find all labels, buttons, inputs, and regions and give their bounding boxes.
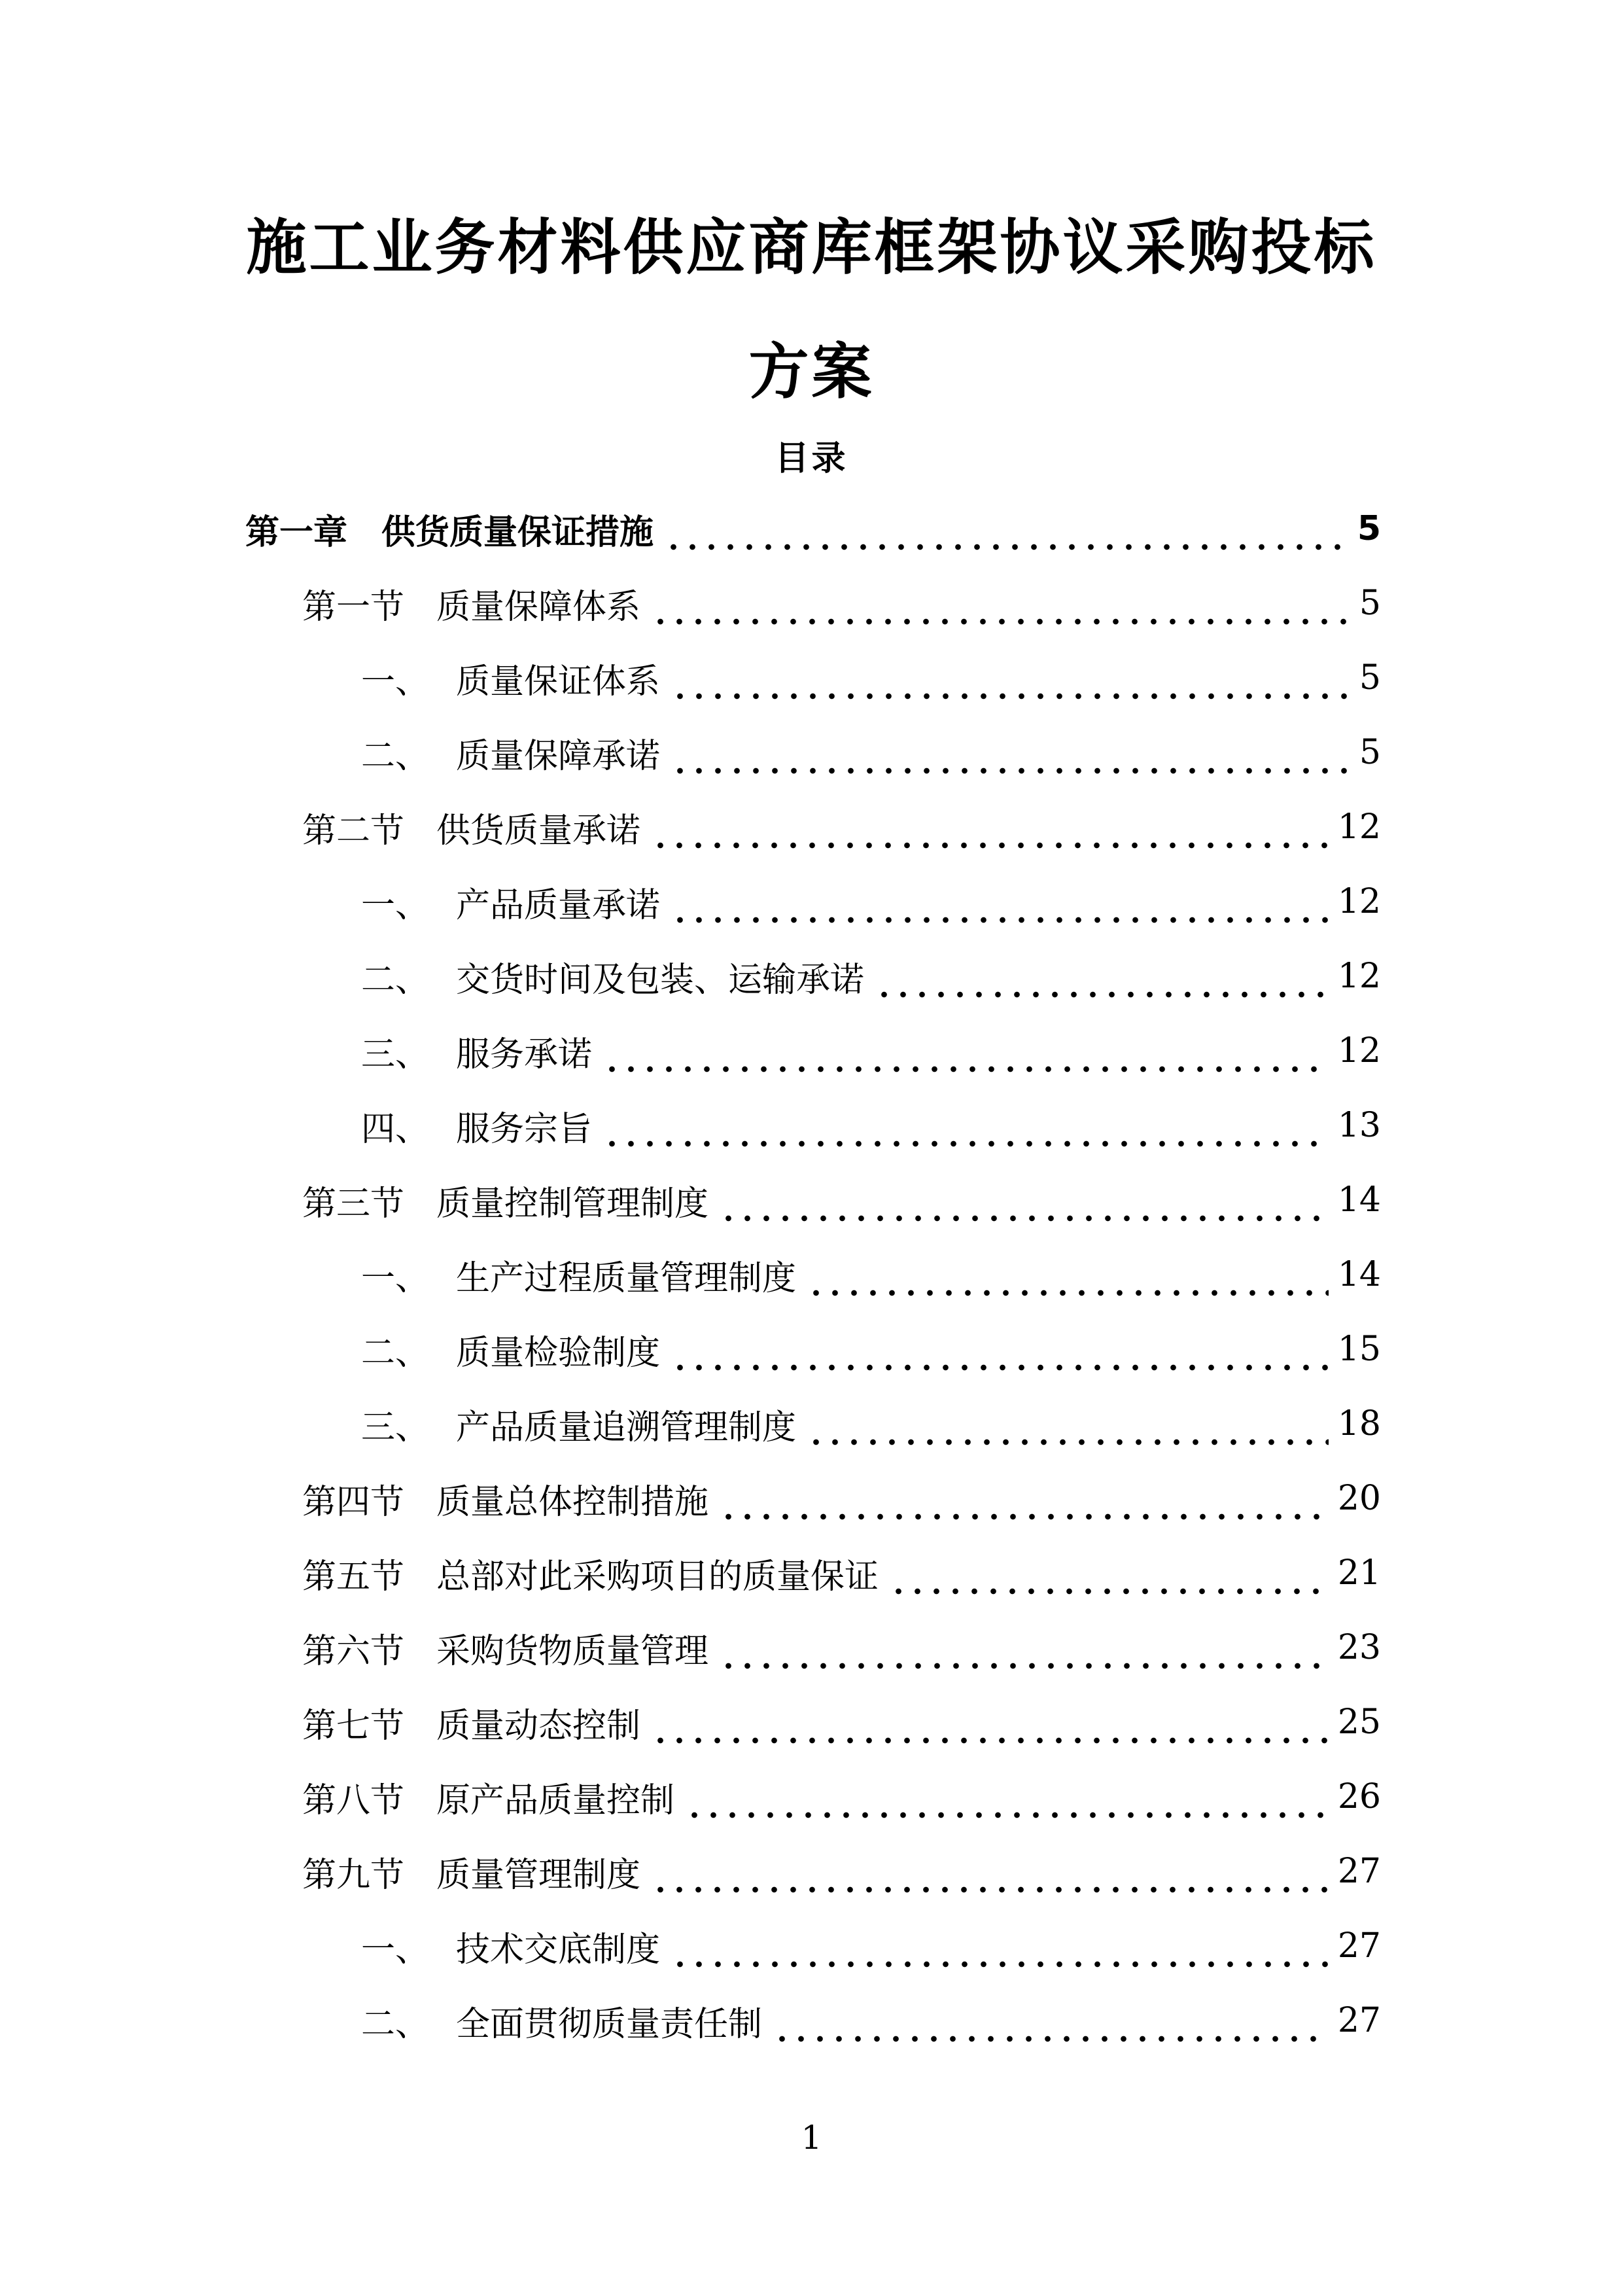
toc-entry[interactable]: [361, 1099, 1381, 1152]
toc-entry-text: 质量保证体系: [456, 662, 661, 701]
toc-entry-text: 供货质量保证措施: [381, 512, 654, 552]
toc-entry-page: 13: [1337, 1106, 1381, 1145]
toc-entry-page: 18: [1337, 1404, 1381, 1443]
toc-entry-label: [302, 1549, 879, 1598]
toc-entry[interactable]: [361, 1248, 1381, 1301]
toc-dot-leader: [671, 1920, 1329, 1972]
toc-entry-number: 三、: [361, 1407, 430, 1447]
toc-entry-label: [361, 654, 660, 703]
toc-entry-page: 12: [1337, 807, 1381, 847]
toc-entry-text: 质量控制管理制度: [436, 1184, 709, 1224]
toc-entry[interactable]: [361, 1323, 1381, 1375]
toc-entry-page: 25: [1337, 1703, 1381, 1742]
page-number: 1: [801, 2119, 822, 2157]
toc-dot-leader: [719, 1174, 1329, 1226]
toc-entry-label: [302, 1847, 640, 1896]
toc-dot-leader: [807, 1248, 1329, 1301]
toc-entry-text: 质量管理制度: [436, 1855, 641, 1895]
toc-entry[interactable]: [302, 577, 1381, 629]
toc-entry-text: 产品质量追溯管理制度: [456, 1407, 797, 1447]
toc-entry-label: [302, 579, 640, 628]
toc-entry-number: 二、: [361, 736, 430, 776]
toc-entry-number: 一、: [361, 662, 430, 701]
toc-entry[interactable]: [302, 1472, 1381, 1525]
toc-entry-number: 第一章: [245, 512, 348, 552]
toc-entry-number: 二、: [361, 960, 430, 1000]
toc-entry-page: 27: [1337, 2001, 1381, 2040]
toc-entry-label: [302, 1474, 708, 1523]
toc-entry-number: 第七节: [302, 1706, 405, 1746]
toc-dot-leader: [651, 1845, 1329, 1898]
toc-entry[interactable]: [361, 950, 1381, 1002]
toc-entry[interactable]: [302, 1174, 1381, 1226]
toc-entry-page: 14: [1337, 1255, 1381, 1294]
toc-entry-page: 5: [1359, 584, 1381, 623]
toc-dot-leader: [719, 1621, 1329, 1674]
toc-entry-number: 一、: [361, 1930, 430, 1969]
toc-entry-text: 总部对此采购项目的质量保证: [436, 1557, 879, 1597]
toc-entry[interactable]: [361, 726, 1381, 779]
toc-dot-leader: [719, 1472, 1329, 1525]
toc-dot-leader: [651, 801, 1329, 853]
toc-entry-text: 质量总体控制措施: [436, 1482, 709, 1522]
toc-entry-number: 第三节: [302, 1184, 405, 1224]
toc-dot-leader: [671, 652, 1350, 704]
toc-entry-text: 质量保障体系: [436, 587, 641, 627]
toc-entry-number: 一、: [361, 1258, 430, 1298]
document-title-line-1: 施工业务材料供应商库框架协议采购投标: [246, 213, 1377, 283]
toc-entry-page: 12: [1337, 957, 1381, 996]
toc-entry[interactable]: [302, 1696, 1381, 1748]
document-title-line-2: 方案: [748, 337, 875, 407]
toc-entry[interactable]: [361, 1920, 1381, 1972]
toc-entry-text: 生产过程质量管理制度: [456, 1258, 797, 1298]
toc-entry-text: 服务宗旨: [456, 1109, 593, 1149]
toc-dot-leader: [671, 875, 1329, 928]
toc-entry[interactable]: [361, 1398, 1381, 1450]
toc-entry-text: 采购货物质量管理: [436, 1631, 709, 1671]
toc-entry-text: 技术交底制度: [456, 1930, 661, 1969]
toc-entry-label: [361, 1325, 660, 1374]
toc-dot-leader: [602, 1025, 1329, 1077]
toc-entry-page: 20: [1337, 1479, 1381, 1518]
toc-entry-text: 服务承诺: [456, 1034, 593, 1074]
toc-entry-text: 质量动态控制: [436, 1706, 641, 1746]
toc-dot-leader: [685, 1771, 1329, 1823]
toc-entry[interactable]: [361, 875, 1381, 928]
toc-entry[interactable]: [302, 1621, 1381, 1674]
toc-entry-label: [361, 1996, 762, 2045]
toc-entry-page: 14: [1337, 1180, 1381, 1220]
toc-dot-leader: [602, 1099, 1329, 1152]
toc-entry-page: 21: [1337, 1553, 1381, 1593]
toc-entry-number: 一、: [361, 885, 430, 925]
toc-entry-page: 5: [1359, 658, 1381, 698]
toc-entry[interactable]: [361, 1025, 1381, 1077]
toc-entry-page: 5: [1359, 733, 1381, 772]
toc-entry-label: [361, 1250, 796, 1299]
toc-entry-page: 12: [1337, 882, 1381, 921]
toc-entry[interactable]: [302, 1547, 1381, 1599]
toc-entry-text: 原产品质量控制: [436, 1780, 675, 1820]
toc-entry-text: 产品质量承诺: [456, 885, 661, 925]
toc-heading: 目录: [775, 439, 848, 478]
toc-dot-leader: [671, 726, 1350, 779]
toc-entry-page: 12: [1337, 1031, 1381, 1070]
toc-entry-number: 二、: [361, 2004, 430, 2044]
toc-dot-leader: [651, 577, 1350, 629]
toc-entry-label: [361, 952, 864, 1001]
toc-entry-text: 质量检验制度: [456, 1333, 661, 1373]
toc-entry-number: 二、: [361, 1333, 430, 1373]
toc-entry-number: 第六节: [302, 1631, 405, 1671]
toc-entry-page: 15: [1337, 1330, 1381, 1369]
toc-entry-number: 第二节: [302, 811, 405, 851]
toc-entry-label: [302, 1623, 708, 1672]
toc-entry-number: 第八节: [302, 1780, 405, 1820]
toc-entry-page: 26: [1337, 1777, 1381, 1816]
toc-dot-leader: [875, 950, 1329, 1002]
toc-entry-number: 第一节: [302, 587, 405, 627]
toc-entry-number: 四、: [361, 1109, 430, 1149]
toc-entry-label: [361, 728, 660, 777]
toc-entry[interactable]: [361, 1994, 1381, 2047]
toc-entry-label: [361, 877, 660, 927]
toc-entry[interactable]: [245, 503, 1381, 555]
toc-dot-leader: [664, 503, 1348, 555]
toc-entry-text: 交货时间及包装、运输承诺: [456, 960, 865, 1000]
toc-entry-number: 第四节: [302, 1482, 405, 1522]
toc-dot-leader: [807, 1398, 1329, 1450]
toc-entry-label: [361, 1922, 660, 1971]
toc-entry-label: [302, 1698, 640, 1747]
toc-entry-text: 供货质量承诺: [436, 811, 641, 851]
toc-entry-page: 5: [1357, 509, 1381, 548]
toc-dot-leader: [773, 1994, 1329, 2047]
toc-dot-leader: [889, 1547, 1329, 1599]
toc-entry-label: [361, 1400, 796, 1449]
toc-entry[interactable]: [302, 801, 1381, 853]
toc-entry-page: 27: [1337, 1926, 1381, 1966]
toc-dot-leader: [651, 1696, 1329, 1748]
toc-entry-page: 27: [1337, 1852, 1381, 1891]
toc-entry-number: 第五节: [302, 1557, 405, 1597]
toc-entry[interactable]: [361, 652, 1381, 704]
toc-entry-label: [361, 1027, 592, 1076]
toc-entry-label: [302, 1176, 708, 1225]
toc-entry-label: [302, 1773, 674, 1822]
toc-entry-page: 23: [1337, 1628, 1381, 1667]
toc-entry[interactable]: [302, 1771, 1381, 1823]
toc-entry-text: 质量保障承诺: [456, 736, 661, 776]
toc-entry-label: [302, 803, 640, 852]
toc-entry-number: 三、: [361, 1034, 430, 1074]
toc-entry-label: [361, 1101, 592, 1150]
toc-entry-number: 第九节: [302, 1855, 405, 1895]
toc-dot-leader: [671, 1323, 1329, 1375]
toc-entry-text: 全面贯彻质量责任制: [456, 2004, 763, 2044]
toc-entry[interactable]: [302, 1845, 1381, 1898]
toc-entry-label: [245, 504, 654, 554]
